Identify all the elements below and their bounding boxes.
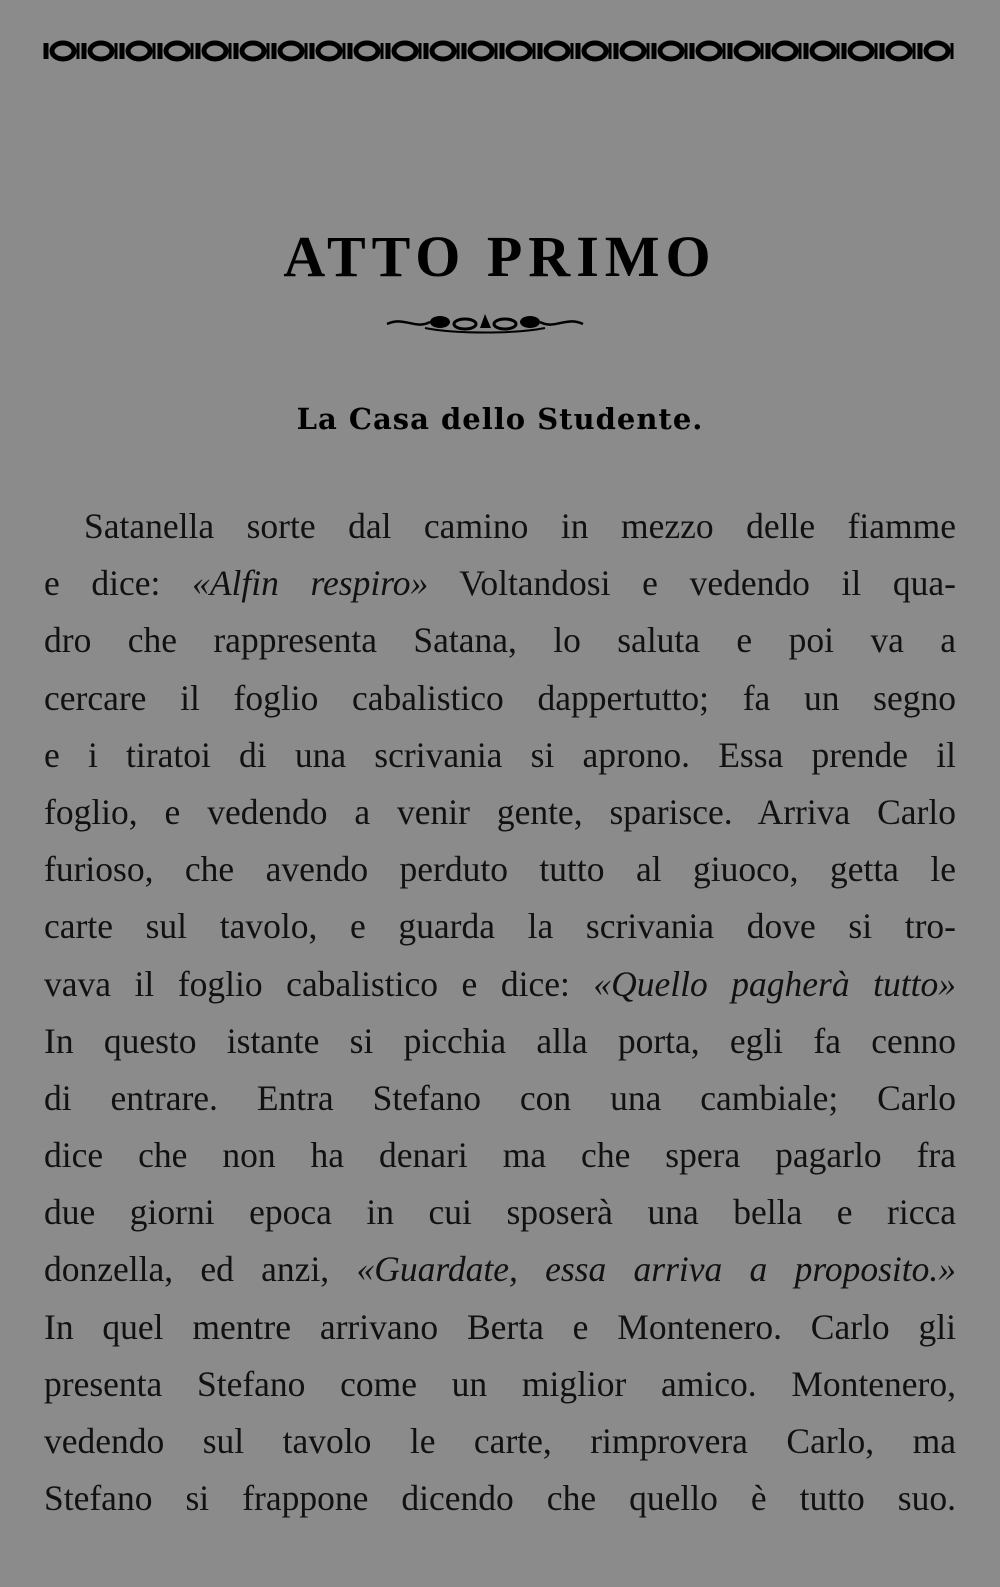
- text-run: due giorni epoca in cui sposerà una bella e ricca: [44, 1192, 956, 1233]
- text-line: [44, 555, 956, 612]
- border-ring: [546, 43, 568, 59]
- text-run: e i tiratoi di una scrivania si aprono. Essa prende il: [44, 734, 956, 775]
- text-line: [44, 1413, 956, 1470]
- text-line: [44, 1470, 956, 1527]
- border-ring: [394, 43, 416, 59]
- text-line: [44, 670, 956, 727]
- text-line: [44, 784, 956, 841]
- scene-subtitle: La Casa dello Studente.: [296, 402, 704, 436]
- text-line: [44, 956, 956, 1013]
- text-run: presenta Stefano come un miglior amico. Montenero,: [44, 1363, 956, 1404]
- border-ring: [698, 43, 720, 59]
- border-ring: [318, 43, 340, 59]
- text-run: vedendo sul tavolo le carte, rimprovera Carlo, ma: [44, 1421, 956, 1461]
- border-ring: [736, 43, 758, 59]
- text-line: [44, 841, 956, 898]
- border-ring: [850, 43, 872, 59]
- border-ring: [774, 43, 796, 59]
- border-ring: [242, 43, 264, 59]
- text-line: [44, 1013, 956, 1070]
- text-run: furioso, che avendo perduto tutto al giuoco, getta le: [44, 849, 956, 890]
- quoted-speech: «Quello pagherà tutto»: [593, 963, 957, 1004]
- decorative-flourish-ornament: [385, 308, 585, 338]
- border-ring: [128, 43, 150, 59]
- text-run: In quel mentre arrivano Berta e Montenero. Carlo gli: [44, 1306, 956, 1347]
- text-run: dro che rappresenta Satana, lo saluta e poi va a: [44, 620, 956, 661]
- border-ring: [204, 43, 226, 59]
- act-title: ATTO PRIMO: [283, 224, 717, 289]
- text-run: Satanella sorte dal camino in mezzo delle fiamme: [84, 506, 956, 546]
- border-ring: [584, 43, 606, 59]
- quoted-speech: «Guardate, essa arriva a proposito.»: [356, 1249, 956, 1290]
- text-run: vava il foglio cabalistico e dice:: [44, 963, 594, 1004]
- text-line: [44, 1184, 956, 1241]
- text-run: foglio, e vedendo a venir gente, sparisce. Arriva Carlo: [44, 791, 956, 832]
- border-ring: [356, 43, 378, 59]
- text-line: [44, 1241, 956, 1298]
- text-line: [44, 1070, 956, 1127]
- text-run: e dice:: [44, 563, 193, 604]
- border-ring: [926, 43, 948, 59]
- border-ring: [812, 43, 834, 59]
- border-ring: [508, 43, 530, 59]
- border-ring: [888, 43, 910, 59]
- quoted-speech: «Alfin respiro»: [192, 563, 429, 604]
- text-run: cercare il foglio cabalistico dappertutto; fa un segno: [44, 677, 956, 718]
- text-line: [44, 1299, 956, 1356]
- border-ring: [432, 43, 454, 59]
- decorative-border-ornament: [42, 38, 957, 64]
- text-line: [44, 727, 956, 784]
- text-run: Voltandosi e vedendo il qua-: [428, 563, 956, 604]
- border-ring: [90, 43, 112, 59]
- text-run: di entrare. Entra Stefano con una cambiale; Carlo: [44, 1077, 956, 1118]
- border-ring: [660, 43, 682, 59]
- text-line: [44, 898, 956, 955]
- text-run: dice che non ha denari ma che spera pagarlo fra: [44, 1135, 956, 1176]
- text-line: [44, 612, 956, 669]
- border-ring: [280, 43, 302, 59]
- text-line: [44, 1356, 956, 1413]
- border-ring: [622, 43, 644, 59]
- text-line: [44, 1127, 956, 1184]
- border-ring: [166, 43, 188, 59]
- body-paragraph: [44, 498, 956, 1527]
- text-run: carte sul tavolo, e guarda la scrivania dove si tro-: [44, 906, 956, 947]
- text-line: [44, 498, 956, 555]
- border-ring: [470, 43, 492, 59]
- text-run: donzella, ed anzi,: [44, 1249, 357, 1290]
- border-ring: [52, 43, 74, 59]
- text-run: In questo istante si picchia alla porta, egli fa cenno: [44, 1020, 956, 1061]
- text-run: Stefano si frappone dicendo che quello è tutto suo.: [44, 1478, 956, 1519]
